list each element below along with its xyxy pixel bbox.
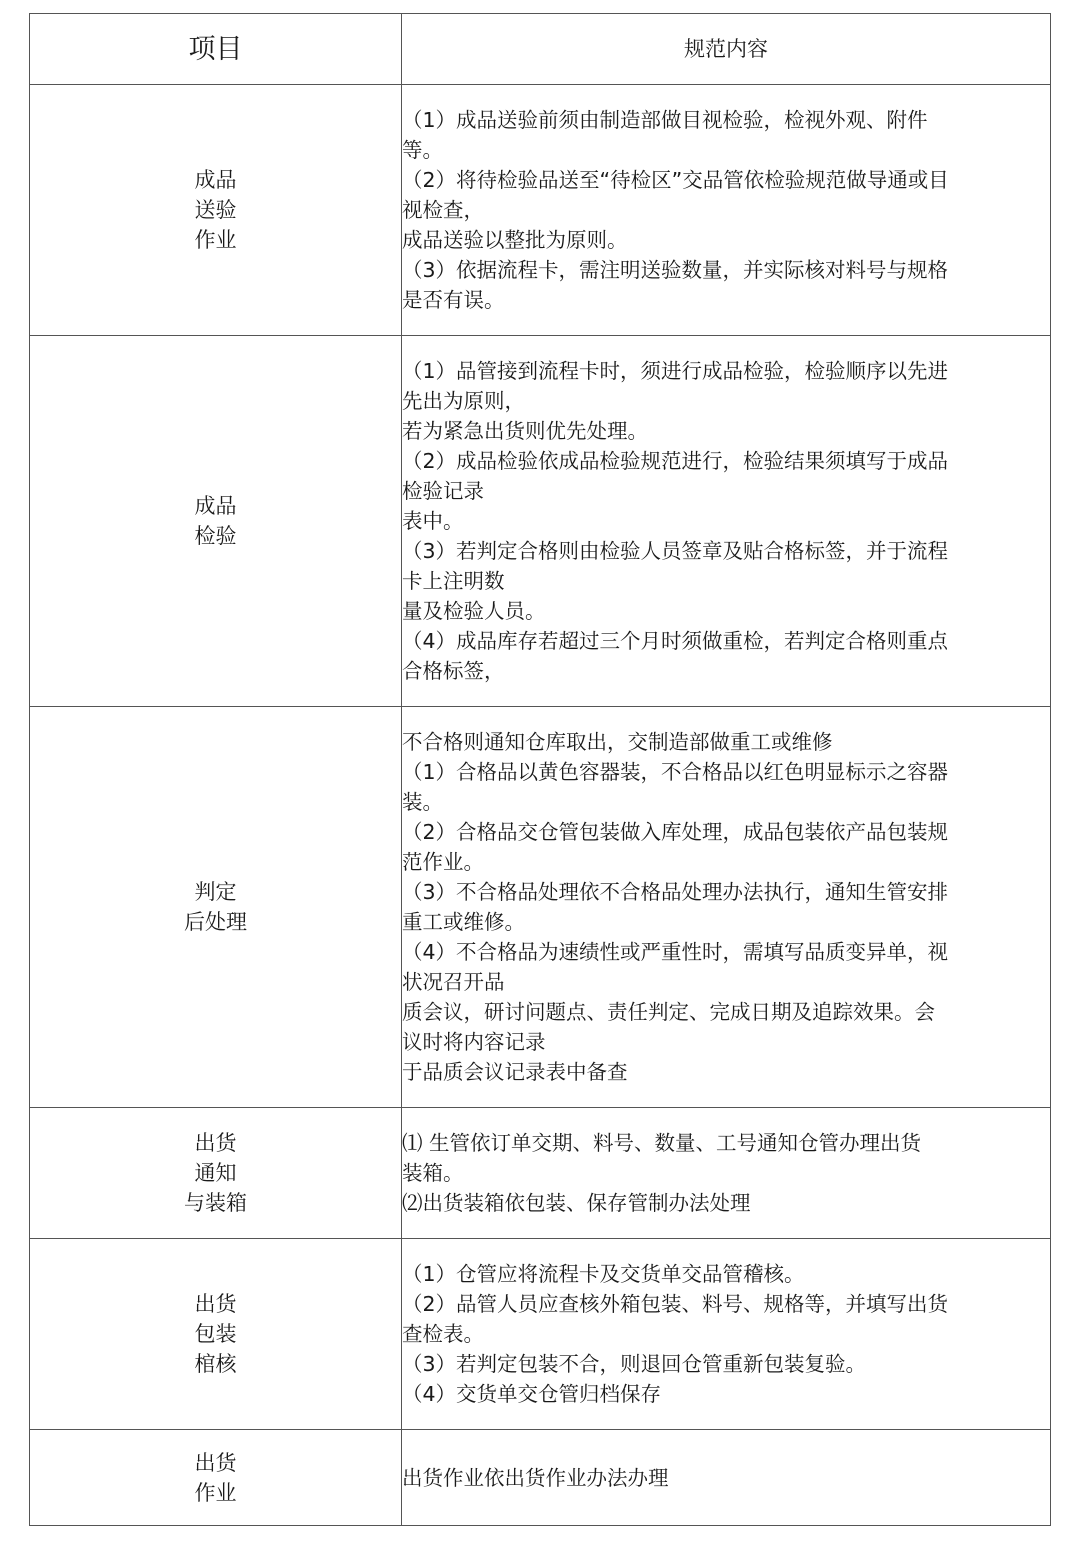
content-cell <box>402 707 1051 1108</box>
content-line: 合格标签， <box>402 659 505 683</box>
content-cell <box>402 85 1051 336</box>
table-row <box>30 85 1051 336</box>
content-line: ⑴ 生管依订单交期、料号、数量、工号通知仓管办理出货 <box>402 1131 922 1155</box>
content-line: （1）成品送验前须由制造部做目视检验，检视外观、附件 <box>402 108 928 132</box>
content-line: 卡上注明数 <box>402 569 505 593</box>
item-line: 判定 <box>194 880 237 904</box>
content-cell <box>402 1239 1051 1430</box>
header-item: 项目 <box>30 14 402 85</box>
content-line: 装箱。 <box>402 1161 464 1185</box>
content-line: （4）不合格品为速绩性或严重性时，需填写品质变异单，视 <box>402 940 949 964</box>
table-row <box>30 336 1051 707</box>
content-line: （3）若判定合格则由检验人员签章及贴合格标签，并于流程 <box>402 539 949 563</box>
content-line: （1）品管接到流程卡时，须进行成品检验，检验顺序以先进 <box>402 359 949 383</box>
content-line: 重工或维修。 <box>402 910 525 934</box>
spec-table <box>29 13 1051 1526</box>
content-line: （2）合格品交仓管包装做入库处理，成品包装依产品包装规 <box>402 820 949 844</box>
content-line: 先出为原则， <box>402 389 525 413</box>
content-line: （2）将待检验品送至“待检区”交品管依检验规范做导通或目 <box>402 168 949 192</box>
content-line: 等。 <box>402 138 443 162</box>
content-line: 查检表。 <box>402 1322 484 1346</box>
item-cell <box>30 1108 402 1239</box>
table-row <box>30 1239 1051 1430</box>
content-line: 状况召开品 <box>402 970 505 994</box>
content-line: 质会议，研讨问题点、责任判定、完成日期及追踪效果。会 <box>402 1000 935 1024</box>
item-line: 成品 <box>194 168 237 192</box>
content-line: （1）合格品以黄色容器装，不合格品以红色明显标示之容器 <box>402 760 949 784</box>
item-line: 出货 <box>194 1292 237 1316</box>
item-line: 后处理 <box>184 910 247 934</box>
content-line: ⑵出货装箱依包装、保存管制办法处理 <box>402 1191 751 1215</box>
content-line: （2）成品检验依成品检验规范进行，检验结果须填写于成品 <box>402 449 949 473</box>
item-line: 棺核 <box>194 1352 237 1376</box>
content-line: 量及检验人员。 <box>402 599 546 623</box>
content-line: 检验记录 <box>402 479 484 503</box>
item-line: 成品 <box>194 494 237 518</box>
content-cell <box>402 1108 1051 1239</box>
content-cell <box>402 336 1051 707</box>
content-line: 不合格则通知仓库取出，交制造部做重工或维修 <box>402 730 833 754</box>
content-line: （3）依据流程卡，需注明送验数量，并实际核对料号与规格 <box>402 258 949 282</box>
table-row <box>30 1108 1051 1239</box>
item-line: 出货 <box>194 1131 237 1155</box>
content-line: 范作业。 <box>402 850 484 874</box>
content-line: 议时将内容记录 <box>402 1030 546 1054</box>
content-line: （1）仓管应将流程卡及交货单交品管稽核。 <box>402 1262 805 1286</box>
header-content: 规范内容 <box>402 14 1051 85</box>
table-row <box>30 707 1051 1108</box>
content-line: 装。 <box>402 790 443 814</box>
item-cell <box>30 1430 402 1526</box>
content-line: （3）不合格品处理依不合格品处理办法执行，通知生管安排 <box>402 880 949 904</box>
item-cell <box>30 336 402 707</box>
content-line: 于品质会议记录表中备查 <box>402 1060 628 1084</box>
content-line: 视检查， <box>402 198 484 222</box>
item-line: 送验 <box>194 198 237 222</box>
item-line: 通知 <box>194 1161 237 1185</box>
table-body <box>30 85 1051 1526</box>
content-line: （3）若判定包装不合，则退回仓管重新包装复验。 <box>402 1352 867 1376</box>
content-line: 出货作业依出货作业办法办理 <box>402 1465 669 1490</box>
content-line: 若为紧急出货则优先处理。 <box>402 419 648 443</box>
content-line: （4）交货单交仓管归档保存 <box>402 1382 662 1406</box>
item-line: 出货 <box>194 1450 237 1475</box>
item-line: 作业 <box>194 228 237 252</box>
item-line: 包装 <box>194 1322 237 1346</box>
content-line: 表中。 <box>402 509 464 533</box>
item-line: 与装箱 <box>184 1191 247 1215</box>
content-line: （2）品管人员应查核外箱包装、料号、规格等，并填写出货 <box>402 1292 949 1316</box>
table-row <box>30 1430 1051 1526</box>
table-header-row <box>30 14 1051 85</box>
content-cell <box>402 1430 1051 1526</box>
item-line: 作业 <box>194 1480 237 1505</box>
content-line: 是否有误。 <box>402 288 505 312</box>
item-cell <box>30 85 402 336</box>
content-line: （4）成品库存若超过三个月时须做重检，若判定合格则重点 <box>402 629 949 653</box>
item-cell <box>30 707 402 1108</box>
content-line: 成品送验以整批为原则。 <box>402 228 628 252</box>
item-cell <box>30 1239 402 1430</box>
item-line: 检验 <box>194 524 237 548</box>
